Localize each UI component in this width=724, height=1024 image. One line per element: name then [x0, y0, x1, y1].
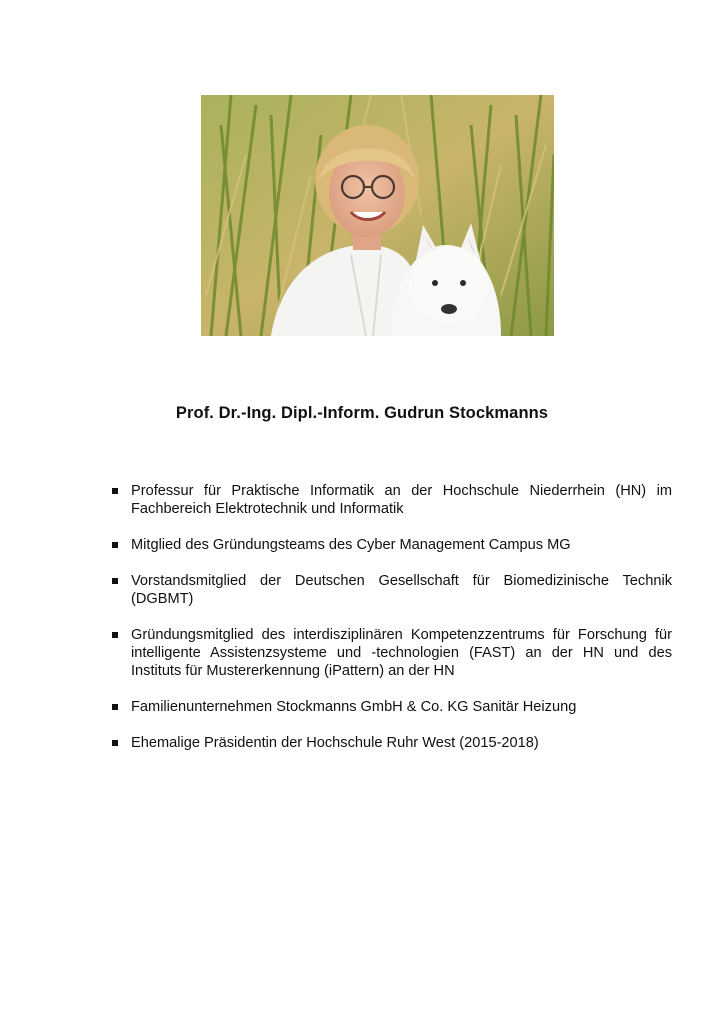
- list-item-text: Professur für Praktische Informatik an der Hochschule Niederrhein (HN) im Fachbereich Elektrotechnik und Informatik: [131, 483, 672, 517]
- list-item: [112, 734, 672, 752]
- square-bullet-icon: [112, 542, 118, 548]
- list-item-text: Vorstandsmitglied der Deutschen Gesellschaft für Biomedizinische Technik (DGBMT): [131, 573, 672, 607]
- list-item-text: Mitglied des Gründungsteams des Cyber Management Campus MG: [131, 537, 571, 553]
- list-item: [112, 698, 672, 716]
- bullet-list: [112, 482, 672, 770]
- list-item-text: Familienunternehmen Stockmanns GmbH & Co. KG Sanitär Heizung: [131, 699, 577, 715]
- portrait-illustration: [201, 95, 554, 336]
- list-item: [112, 626, 672, 680]
- square-bullet-icon: [112, 488, 118, 494]
- square-bullet-icon: [112, 578, 118, 584]
- list-item: [112, 536, 672, 554]
- list-item: [112, 572, 672, 608]
- list-item-text: Ehemalige Präsidentin der Hochschule Ruhr West (2015-2018): [131, 735, 539, 751]
- square-bullet-icon: [112, 632, 118, 638]
- square-bullet-icon: [112, 704, 118, 710]
- list-item: [112, 482, 672, 518]
- portrait-photo: [201, 95, 554, 336]
- square-bullet-icon: [112, 740, 118, 746]
- page-title: Prof. Dr.-Ing. Dipl.-Inform. Gudrun Stockmanns: [175, 404, 549, 422]
- list-item-text: Gründungsmitglied des interdisziplinären Kompetenzzentrums für Forschung für intelligente Assistenzsysteme und -technologien (FAST) an der HN und des Instituts für Mustererkennung (iPattern) an der HN: [131, 627, 672, 679]
